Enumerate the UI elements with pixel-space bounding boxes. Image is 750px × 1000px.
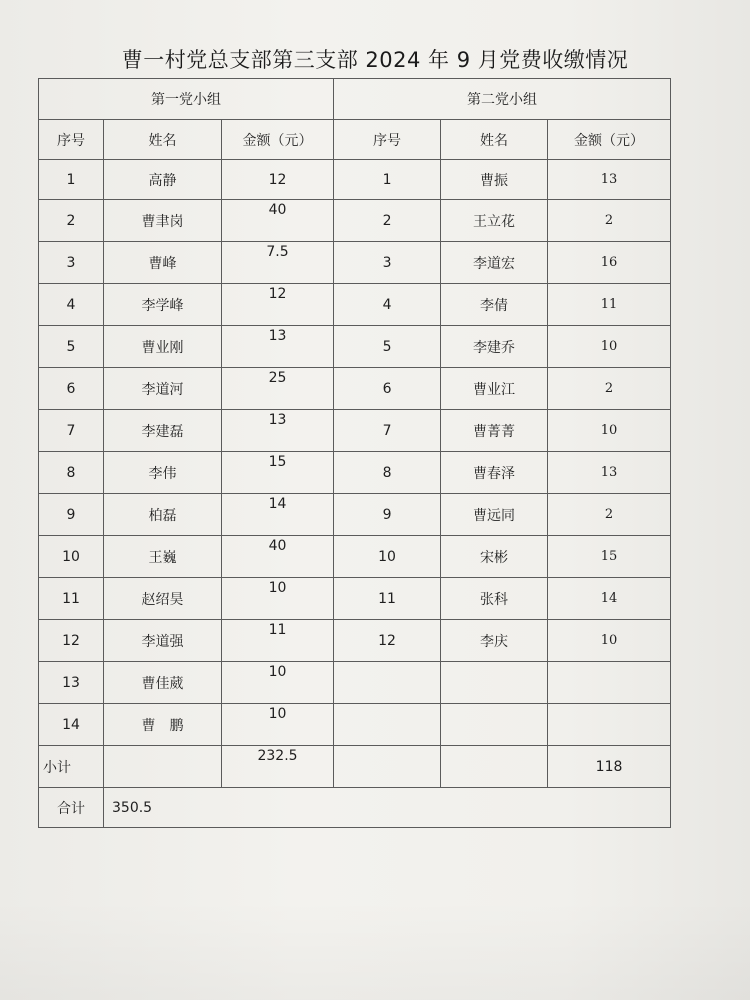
g2-no-cell: [334, 662, 441, 704]
g1-amount-cell: 11: [222, 620, 334, 662]
g2-name-cell: [441, 704, 548, 746]
g1-no-cell: 1: [39, 160, 104, 200]
dues-table: [38, 78, 671, 828]
g2-amount-cell: [548, 662, 671, 704]
table-row: [39, 242, 671, 284]
group2-subtotal: 118: [548, 746, 671, 788]
subtotal-label: 小计: [39, 746, 104, 788]
table-row: [39, 704, 671, 746]
g2-amount-cell: 10: [548, 410, 671, 452]
g1-name-cell: 曹聿岗: [104, 200, 222, 242]
g1-amount-cell: 40: [222, 536, 334, 578]
total-row: [39, 788, 671, 828]
table-row: [39, 578, 671, 620]
g2-name-cell: 曹春泽: [441, 452, 548, 494]
g2-name-cell: 宋彬: [441, 536, 548, 578]
g2-amount-cell: 11: [548, 284, 671, 326]
table-row: [39, 326, 671, 368]
g2-no-cell: 9: [334, 494, 441, 536]
g1-name-cell: 曹 鹏: [104, 704, 222, 746]
g1-amount-cell: 10: [222, 662, 334, 704]
g2-no-cell: 2: [334, 200, 441, 242]
table-row: [39, 662, 671, 704]
g1-no-cell: 13: [39, 662, 104, 704]
g2-no-cell: 3: [334, 242, 441, 284]
g2-name-cell: 曹业江: [441, 368, 548, 410]
g2-amount-cell: 2: [548, 368, 671, 410]
g1-no-cell: 3: [39, 242, 104, 284]
g2-amount-cell: [548, 704, 671, 746]
g1-amount-cell: 40: [222, 200, 334, 242]
g2-amount-cell: 13: [548, 160, 671, 200]
g2-no-cell: 10: [334, 536, 441, 578]
g2-name-cell: 李倩: [441, 284, 548, 326]
g1-no-cell: 8: [39, 452, 104, 494]
g1-amount-cell: 13: [222, 410, 334, 452]
g2-name-cell: [441, 662, 548, 704]
g2-no-cell: 11: [334, 578, 441, 620]
g1-no-cell: 7: [39, 410, 104, 452]
g2-amount-cell: 16: [548, 242, 671, 284]
g1-no-cell: 14: [39, 704, 104, 746]
subtotal-row: [39, 746, 671, 788]
g1-amount-cell: 15: [222, 452, 334, 494]
g1-amount-cell: 14: [222, 494, 334, 536]
table-row: [39, 536, 671, 578]
g1-amount-cell: 10: [222, 704, 334, 746]
paper-shadow: [0, 900, 750, 1000]
g1-amount-cell: 7.5: [222, 242, 334, 284]
g1-no-cell: 4: [39, 284, 104, 326]
g2-header-amount: 金额（元）: [548, 120, 671, 160]
group2-name: 第二党小组: [334, 79, 671, 120]
g2-amount-cell: 10: [548, 620, 671, 662]
group-header-row: [39, 79, 671, 120]
g2-amount-cell: 2: [548, 200, 671, 242]
group1-subtotal: 232.5: [222, 746, 334, 788]
table-row: [39, 410, 671, 452]
g1-name-cell: 赵绍昊: [104, 578, 222, 620]
subtotal-empty-cell: [334, 746, 441, 788]
g2-no-cell: 1: [334, 160, 441, 200]
g1-no-cell: 11: [39, 578, 104, 620]
g1-amount-cell: 13: [222, 326, 334, 368]
g2-amount-cell: 13: [548, 452, 671, 494]
g1-amount-cell: 25: [222, 368, 334, 410]
g2-name-cell: 张科: [441, 578, 548, 620]
g1-no-cell: 2: [39, 200, 104, 242]
g2-no-cell: 8: [334, 452, 441, 494]
g2-name-cell: 曹振: [441, 160, 548, 200]
g1-header-name: 姓名: [104, 120, 222, 160]
g2-amount-cell: 15: [548, 536, 671, 578]
g1-name-cell: 曹峰: [104, 242, 222, 284]
g2-no-cell: 4: [334, 284, 441, 326]
g1-amount-cell: 10: [222, 578, 334, 620]
table-row: [39, 494, 671, 536]
g2-name-cell: 曹远同: [441, 494, 548, 536]
g1-name-cell: 李道河: [104, 368, 222, 410]
page-title: 曹一村党总支部第三支部 2024 年 9 月党费收缴情况: [121, 48, 629, 72]
g2-amount-cell: 14: [548, 578, 671, 620]
total-value: 350.5: [104, 788, 671, 828]
table-row: [39, 620, 671, 662]
table-row: [39, 284, 671, 326]
column-header-row: [39, 120, 671, 160]
g1-name-cell: 李学峰: [104, 284, 222, 326]
g1-name-cell: 王巍: [104, 536, 222, 578]
g2-no-cell: 12: [334, 620, 441, 662]
g2-no-cell: 7: [334, 410, 441, 452]
g2-amount-cell: 10: [548, 326, 671, 368]
table-row: [39, 368, 671, 410]
total-label: 合计: [39, 788, 104, 828]
g1-no-cell: 9: [39, 494, 104, 536]
g1-name-cell: 高静: [104, 160, 222, 200]
g1-name-cell: 李道强: [104, 620, 222, 662]
g1-no-cell: 5: [39, 326, 104, 368]
g1-no-cell: 6: [39, 368, 104, 410]
g2-name-cell: 曹菁菁: [441, 410, 548, 452]
g2-header-no: 序号: [334, 120, 441, 160]
g2-name-cell: 李道宏: [441, 242, 548, 284]
subtotal-empty-cell: [441, 746, 548, 788]
g1-no-cell: 12: [39, 620, 104, 662]
g1-name-cell: 曹佳葳: [104, 662, 222, 704]
g2-name-cell: 王立花: [441, 200, 548, 242]
g2-no-cell: [334, 704, 441, 746]
g1-header-no: 序号: [39, 120, 104, 160]
g1-name-cell: 李建磊: [104, 410, 222, 452]
table-row: [39, 200, 671, 242]
table-row: [39, 452, 671, 494]
g1-name-cell: 曹业刚: [104, 326, 222, 368]
table-row: [39, 160, 671, 200]
g1-amount-cell: 12: [222, 160, 334, 200]
g2-name-cell: 李庆: [441, 620, 548, 662]
g1-amount-cell: 12: [222, 284, 334, 326]
g1-header-amount: 金额（元）: [222, 120, 334, 160]
g2-no-cell: 5: [334, 326, 441, 368]
g1-name-cell: 柏磊: [104, 494, 222, 536]
g2-no-cell: 6: [334, 368, 441, 410]
group1-name: 第一党小组: [39, 79, 334, 120]
g2-name-cell: 李建乔: [441, 326, 548, 368]
g2-amount-cell: 2: [548, 494, 671, 536]
subtotal-empty-cell: [104, 746, 222, 788]
g1-no-cell: 10: [39, 536, 104, 578]
g2-header-name: 姓名: [441, 120, 548, 160]
g1-name-cell: 李伟: [104, 452, 222, 494]
